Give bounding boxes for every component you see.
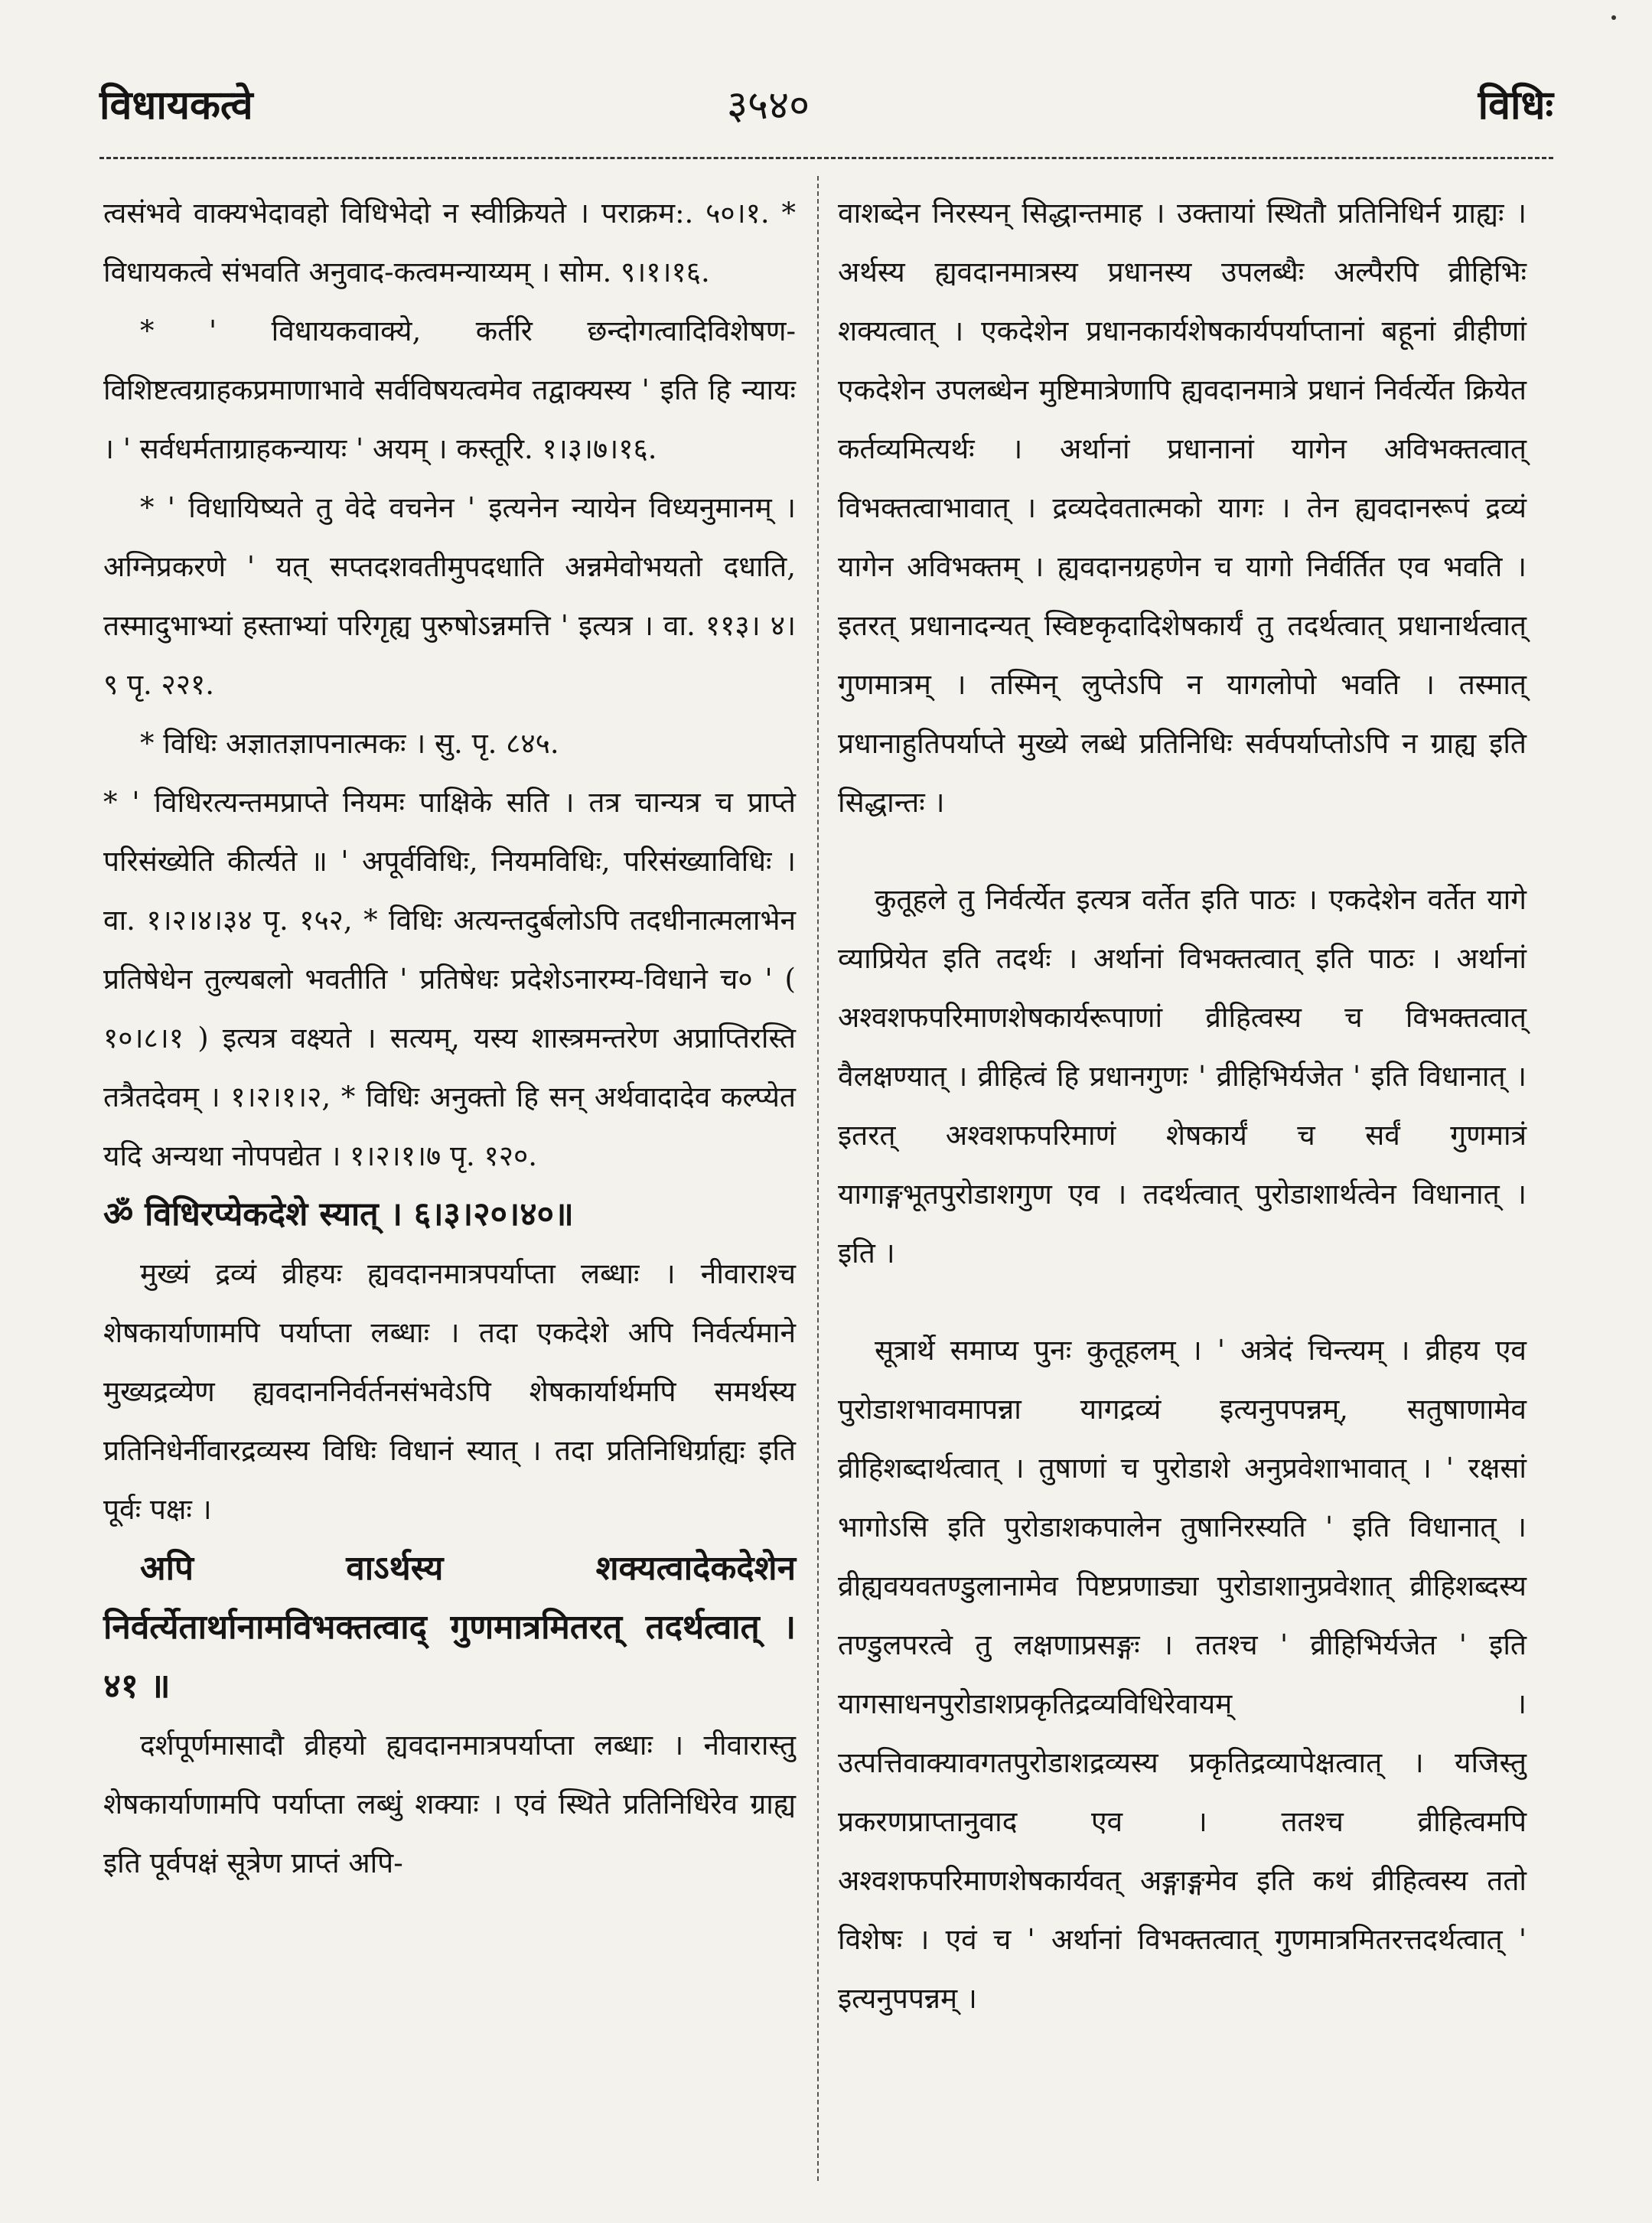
sutra-verse: अपि वाऽर्थस्य शक्यत्वादेकदेशेन निर्वर्त्येतार्थानामविभक्तत्वाद् गुणमात्रमितरत् तदर्थत्वात् । ४१ ॥ — [103, 1549, 796, 1706]
commentary-paragraph: मुख्यं द्रव्यं व्रीहयः ह्यवदानमात्रपर्याप्ता लब्धाः । नीवाराश्च शेषकार्याणामपि पर्याप्ता लब्धाः । तदा एकदेशे अपि निर्वर्त्यमाने मुख्यद्रव्येण ह्यवदाननिर्वर्तनसंभवेऽपि शेषकार्यार्थमपि समर्थस्य प्रतिनिधेर्नीवारद्रव्यस्य विधिः विधानं स्यात् । तदा प्रतिनिधिर्ग्राह्यः इति पूर्वः पक्षः । — [103, 1257, 796, 1526]
entry-paragraph: * ' विधायिष्यते तु वेदे वचनेन ' इत्यनेन न्यायेन विध्यनुमानम् । अग्निप्रकरणे ' यत् सप्तदशवतीमुपदधाति अन्नमेवोभयतो दधाति, तस्मादुभाभ्यां हस्ताभ्यां परिगृह्य पुरुषोऽन्नमत्ति ' इत्यत्र । वा. ११३। ४।९ पृ. २२१. — [103, 491, 796, 701]
commentary-paragraph: वाशब्देन निरस्यन् सिद्धान्तमाह । उक्तायां स्थितौ प्रतिनिधिर्न ग्राह्यः । अर्थस्य ह्यवदानमात्रस्य प्रधानस्य उपलब्धैः अल्पैरपि व्रीहिभिः शक्यत्वात् । एकदेशेन प्रधानकार्यशेषकार्यपर्याप्तानां बहूनां व्रीहीणां एकदेशेन उपलब्धेन मुष्टिमात्रेणापि ह्यवदानमात्रे प्रधानं निर्वर्त्येत क्रियेत कर्तव्यमित्यर्थः । अर्थानां प्रधानानां यागेन अविभक्तत्वात् विभक्तत्वाभावात् । द्रव्यदेवतात्मको यागः । तेन ह्यवदानरूपं द्रव्यं यागेन अविभक्तम् । ह्यवदानग्रहणेन च यागो निर्वर्तित एव भवति । इतरत् प्रधानादन्यत् स्विष्टकृदादिशेषकार्यं तु तदर्थत्वात् प्रधानार्थत्वात् गुणमात्रम् । तस्मिन् लुप्तेऽपि न यागलोपो भवति । तस्मात् प्रधानाहुतिपर्याप्ते मुख्ये लब्धे प्रतिनिधिः सर्वपर्याप्तोऽपि न ग्राह्य इति सिद्धान्तः । — [838, 197, 1527, 819]
commentary-paragraph: दर्शपूर्णमासादौ व्रीहयो ह्यवदानमात्रपर्याप्ता लब्धाः । नीवारास्तु शेषकार्याणामपि पर्याप्ता लब्धुं शक्याः । एवं स्थिते प्रतिनिधिरेव ग्राह्य इति पूर्वपक्षं सूत्रेण प्राप्तं अपि- — [103, 1729, 796, 1879]
header-rule — [99, 157, 1553, 159]
entry-paragraph: * ' विधिरत्यन्तमप्राप्ते नियमः पाक्षिके सति । तत्र चान्यत्र च प्राप्ते परिसंख्येति कीर्त्यते ॥ ' अपूर्वविधिः, नियमविधिः, परिसंख्याविधिः । वा. १।२।४।३४ पृ. १५२, * विधिः अत्यन्तदुर्बलोऽपि तदधीनात्मलाभेन प्रतिषेधेन तुल्यबलो भवतीति ' प्रतिषेधः प्रदेशेऽनारम्य-विधाने च० ' ( १०।८।१ ) इत्यत्र वक्ष्यते । सत्यम्, यस्य शास्त्रमन्तरेण अप्राप्तिरस्ति तत्रैतदेवम् । १।२।१।२, * विधिः अनुक्तो हि सन् अर्थवादादेव कल्प्येत यदि अन्यथा नोपपद्येत । १।२।१।७ पृ. १२०. — [103, 786, 796, 1172]
column-divider — [817, 176, 819, 2181]
entry-paragraph: * ' विधायकवाक्ये, कर्तरि छन्दोगत्वादिविशेषण-विशिष्टत्वग्राहकप्रमाणाभावे सर्वविषयत्वमेव तद्वाक्यस्य ' इति हि न्यायः । ' सर्वधर्मताग्राहकन्यायः ' अयम् । कस्तूरि. १।३।७।१६. — [103, 315, 796, 465]
entry-paragraph: * विधिः अज्ञातज्ञापनात्मकः । सु. पृ. ८४५. — [140, 727, 559, 760]
corner-mark — [1611, 15, 1616, 20]
kutuhala-paragraph: सूत्रार्थे समाप्य पुनः कुतूहलम् । ' अत्रेदं चिन्त्यम् । व्रीहय एव पुरोडाशभावमापन्ना यागद्रव्यं इत्यनुपपन्नम्, सतुषाणामेव व्रीहिशब्दार्थत्वात् । तुषाणां च पुरोडाशे अनुप्रवेशाभावात् । ' रक्षसां भागोऽसि इति पुरोडाशकपालेन तुषानिरस्यति ' इति विधानात् । व्रीह्यवयवतण्डुलानामेव पिष्टप्रणाड्या पुरोडाशानुप्रवेशात् व्रीहिशब्दस्य तण्डुलपरत्वे तु लक्षणाप्रसङ्गः । ततश्च ' व्रीहिभिर्यजेत ' इति यागसाधनपुरोडाशप्रकृतिद्रव्यविधिरेवायम् । उत्पत्तिवाक्यावगतपुरोडाशद्रव्यस्य प्रकृतिद्रव्यापेक्षत्वात् । यजिस्तु प्रकरणप्राप्तानुवाद एव । ततश्च व्रीहित्वमपि अश्वशफपरिमाणशेषकार्यवत् अङ्गाङ्गमेव इति कथं व्रीहित्वस्य ततो विशेषः । एवं च ' अर्थानां विभक्तत्वात् गुणमात्रमितरत्तदर्थत्वात् ' इत्यनुपपन्नम् । — [838, 1334, 1527, 2015]
header-left-word: विधायकत्वे — [99, 82, 253, 129]
right-column — [838, 184, 1527, 2028]
sutra-heading: ॐ विधिरप्येकदेशे स्यात् । ६।३।२०।४०॥ — [103, 1195, 574, 1234]
page-number: ३५४० — [727, 83, 810, 129]
entry-paragraph: त्वसंभवे वाक्यभेदावहो विधिभेदो न स्वीक्रियते । पराक्रम:. ५०।१. * विधायकत्वे संभवति अनुवाद-कत्वमन्याय्यम् । सोम. ९।१।१६. — [103, 197, 796, 288]
kutuhala-paragraph: कुतूहले तु निर्वर्त्येत इत्यत्र वर्तेत इति पाठः । एकदेशेन वर्तेत यागे व्याप्रियेत इति तदर्थः । अर्थानां विभक्तत्वात् इति पाठः । अर्थानां अश्वशफपरिमाणशेषकार्यरूपाणां व्रीहित्वस्य च विभक्तत्वात् वैलक्षण्यात् । व्रीहित्वं हि प्रधानगुणः ' व्रीहिभिर्यजेत ' इति विधानात् । इतरत् अश्वशफपरिमाणं शेषकार्यं च सर्वं गुणमात्रं यागाङ्गभूतपुरोडाशगुण एव । तदर्थत्वात् पुरोडाशार्थत्वेन विधानात् । इति । — [838, 883, 1527, 1270]
left-column — [103, 184, 796, 1892]
header-right-word: विधिः — [1478, 82, 1553, 129]
page-header — [99, 77, 1553, 138]
